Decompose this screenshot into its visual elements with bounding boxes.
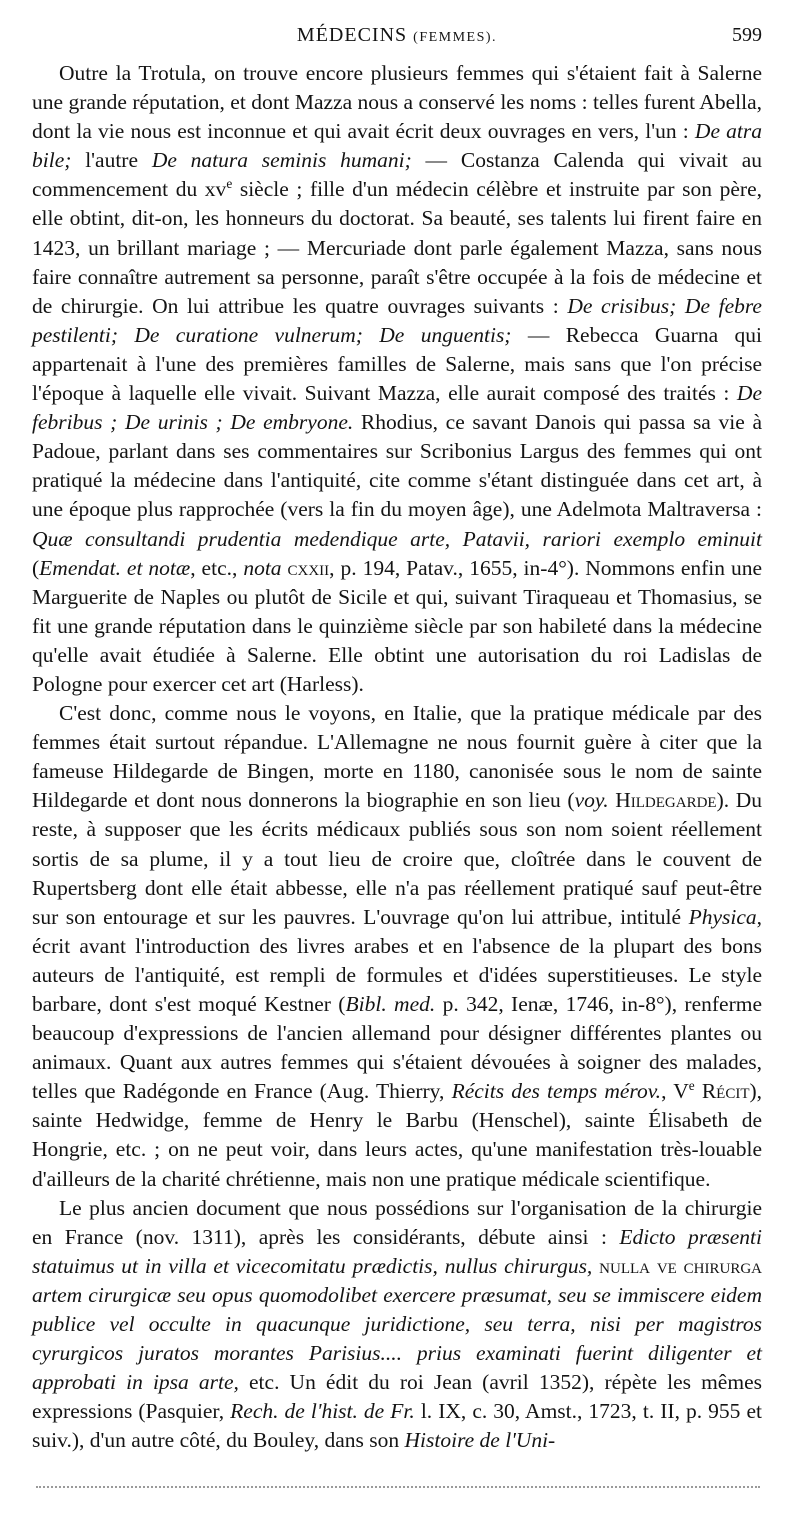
paragraph bbox=[32, 1194, 762, 1456]
italic-text: Récits des temps mérov. bbox=[451, 1079, 662, 1104]
italic-text: Bibl. med. bbox=[345, 992, 436, 1016]
text-run: ), sainte Hedwidge, femme de Henry le Barbu (Henschel), sainte Élisabeth de Hongrie, etc. ; on ne peut voir, dans leurs actes, qu'une manifestation très-louable d'ailleurs de la charité chrétienne, mais non une pratique médicale scientifique. bbox=[32, 1079, 763, 1191]
running-head-title-text: MÉDECINS bbox=[296, 24, 408, 46]
text-run: C'est donc, comme nous le voyons, en Italie, que la pratique médicale par des femmes était surtout répandue. L'Allemagne ne nous fournit guère à citer que la fameuse Hildegarde de Bingen, morte en 1180, canonisée sous le nom de sainte Hildegarde et dont nous donnerons la biographie en son lieu ( bbox=[32, 701, 762, 813]
superscript: e bbox=[688, 1078, 695, 1094]
text-run: l'autre bbox=[71, 148, 152, 173]
body-text bbox=[32, 59, 762, 1456]
text-run: ( bbox=[32, 555, 40, 580]
small-caps-text: Récit bbox=[701, 1079, 750, 1104]
italic-text: Quæ consultandi prudentia medendique arte, Patavii, rariori exemplo eminuit bbox=[32, 526, 762, 551]
running-head-subtitle: (FEMMES). bbox=[413, 30, 498, 45]
text-run: — Rebecca Guarna qui appartenait à l'une des premières familles de Salerne, mais sans que l'on précise l'époque à laquelle elle vivait. Suivant Mazza, elle aurait composé des traités : bbox=[32, 322, 762, 406]
text-run: , V bbox=[661, 1079, 689, 1104]
text-run: l. IX, c. 30, Amst., 1723, t. II, p. 955 et suiv.), d'un autre côté, du Bouley, dans son bbox=[32, 1399, 762, 1453]
text-run: Outre la Trotula, on trouve encore plusieurs femmes qui s'étaient fait à Salerne une grande réputation, et dont Mazza nous a conservé les noms : telles furent Abella, dont la vie nous est inconnue et qui avait écrit deux ouvrages en vers, l'un : bbox=[32, 61, 762, 144]
italic-text: nota bbox=[243, 555, 282, 580]
text-run: Le plus ancien document que nous possédions sur l'organisation de la chirurgie en France (nov. 1311), après les considérants, débute ainsi : bbox=[32, 1195, 762, 1249]
text-run: — Costanza Calenda qui vivait au commencement du xv bbox=[32, 148, 762, 202]
page-number: 599 bbox=[732, 24, 762, 46]
text-run: Rhodius, ce savant Danois qui passa sa vie à Padoue, parlant dans ses commentaires sur Scribonius Largus des femmes qui ont pratiqué la médecine dans l'antiquité, cite comme s'étant distinguée dans cet art, à une époque plus rapprochée (vers la fin du moyen âge), une Adelmota Maltraversa : bbox=[32, 410, 762, 522]
small-caps-text: nulla ve chirurga bbox=[599, 1253, 762, 1278]
italic-text: Physica bbox=[688, 904, 757, 929]
small-caps-text: Hildegarde bbox=[615, 788, 717, 813]
text-run: , etc., bbox=[190, 555, 244, 580]
small-caps-text: cxxii bbox=[287, 555, 330, 580]
text-run bbox=[695, 1079, 702, 1103]
italic-text: De natura seminis humani; bbox=[151, 148, 412, 173]
text-run: siècle ; fille d'un médecin célèbre et instruite par son père, elle obtint, dit-on, les honneurs du doctorat. Sa beauté, ses talents lui firent faire en 1423, un brillant mariage ; — Mercuriade dont parle également Mazza, sans nous faire connaître autrement sa personne, paraît s'être occupée à la fois de médecine et de chirurgie. On lui attribue les quatre ouvrages suivants : bbox=[32, 177, 763, 318]
italic-text: De crisibus; De febre pestilenti; De curatione vulnerum; De unguentis; bbox=[32, 293, 762, 347]
text-run: , écrit avant l'introduction des livres arabes et en l'absence de la plupart des bons auteurs de l'antiquité, est rempli de formules et d'idées superstitieuses. Le style barbare, dont s'est moqué Kestner ( bbox=[32, 904, 762, 1016]
paragraph bbox=[32, 699, 762, 1194]
running-head-title bbox=[32, 24, 762, 47]
text-run: etc. Un édit du roi Jean (avril 1352), répète les mêmes expressions (Pasquier, bbox=[32, 1370, 762, 1424]
italic-text: De febribus ; De urinis ; De embryone. bbox=[32, 381, 762, 435]
italic-text: De atra bile; bbox=[32, 119, 762, 173]
italic-text: voy. bbox=[574, 788, 609, 813]
italic-text: Emendat. et notæ bbox=[39, 555, 191, 580]
italic-text: Histoire de l'Uni- bbox=[404, 1428, 556, 1453]
running-head bbox=[32, 24, 762, 54]
text-run: ). Du reste, à supposer que les écrits médicaux publiés sous son nom soient réellement sortis de sa plume, il y a tout lieu de croire que, cloîtrée dans le couvent de Rupertsberg dont elle était abbesse, elle n'a pas réellement pratiqué sauf peut-être sur son entourage et sur les pauvres. L'ouvrage qu'on lui attribue, intitulé bbox=[32, 788, 763, 929]
text-run: p. 342, Ienæ, 1746, in-8°), renferme beaucoup d'expressions de l'ancien allemand pour désigner différentes plantes ou animaux. Quant aux autres femmes qui s'étaient dévouées à soigner des malades, telles que Radégonde en France (Aug. Thierry, bbox=[32, 992, 763, 1104]
footer-dotted-rule bbox=[36, 1486, 760, 1488]
italic-text: Edicto præsenti statuimus ut in villa et vicecomitatu prædictis, nullus chirurgus, bbox=[32, 1224, 763, 1278]
superscript: e bbox=[226, 176, 233, 192]
paragraph bbox=[32, 59, 762, 699]
italic-text: artem cirurgicæ seu opus quomodolibet exercere præsumat, seu se immiscere eidem publice vel occulte in quacunque juridictione, seu terra, nisi per magistros cyrurgicos juratos morantes Parisius.... prius examinati fuerint diligenter et approbati in ipsa arte, bbox=[32, 1282, 762, 1395]
text-run: , p. 194, Patav., 1655, in-4°). Nommons enfin une Marguerite de Naples ou plutôt de Sicile et qui, suivant Tiraqueau et Thomasius, se fit une grande réputation dans le quinzième siècle par son habileté dans la médecine qu'elle avait étudiée à Salerne. Elle obtint une autorisation du roi Ladislas de Pologne pour exercer cet art (Harless). bbox=[32, 555, 762, 696]
italic-text: Rech. de l'hist. de Fr. bbox=[230, 1399, 415, 1424]
